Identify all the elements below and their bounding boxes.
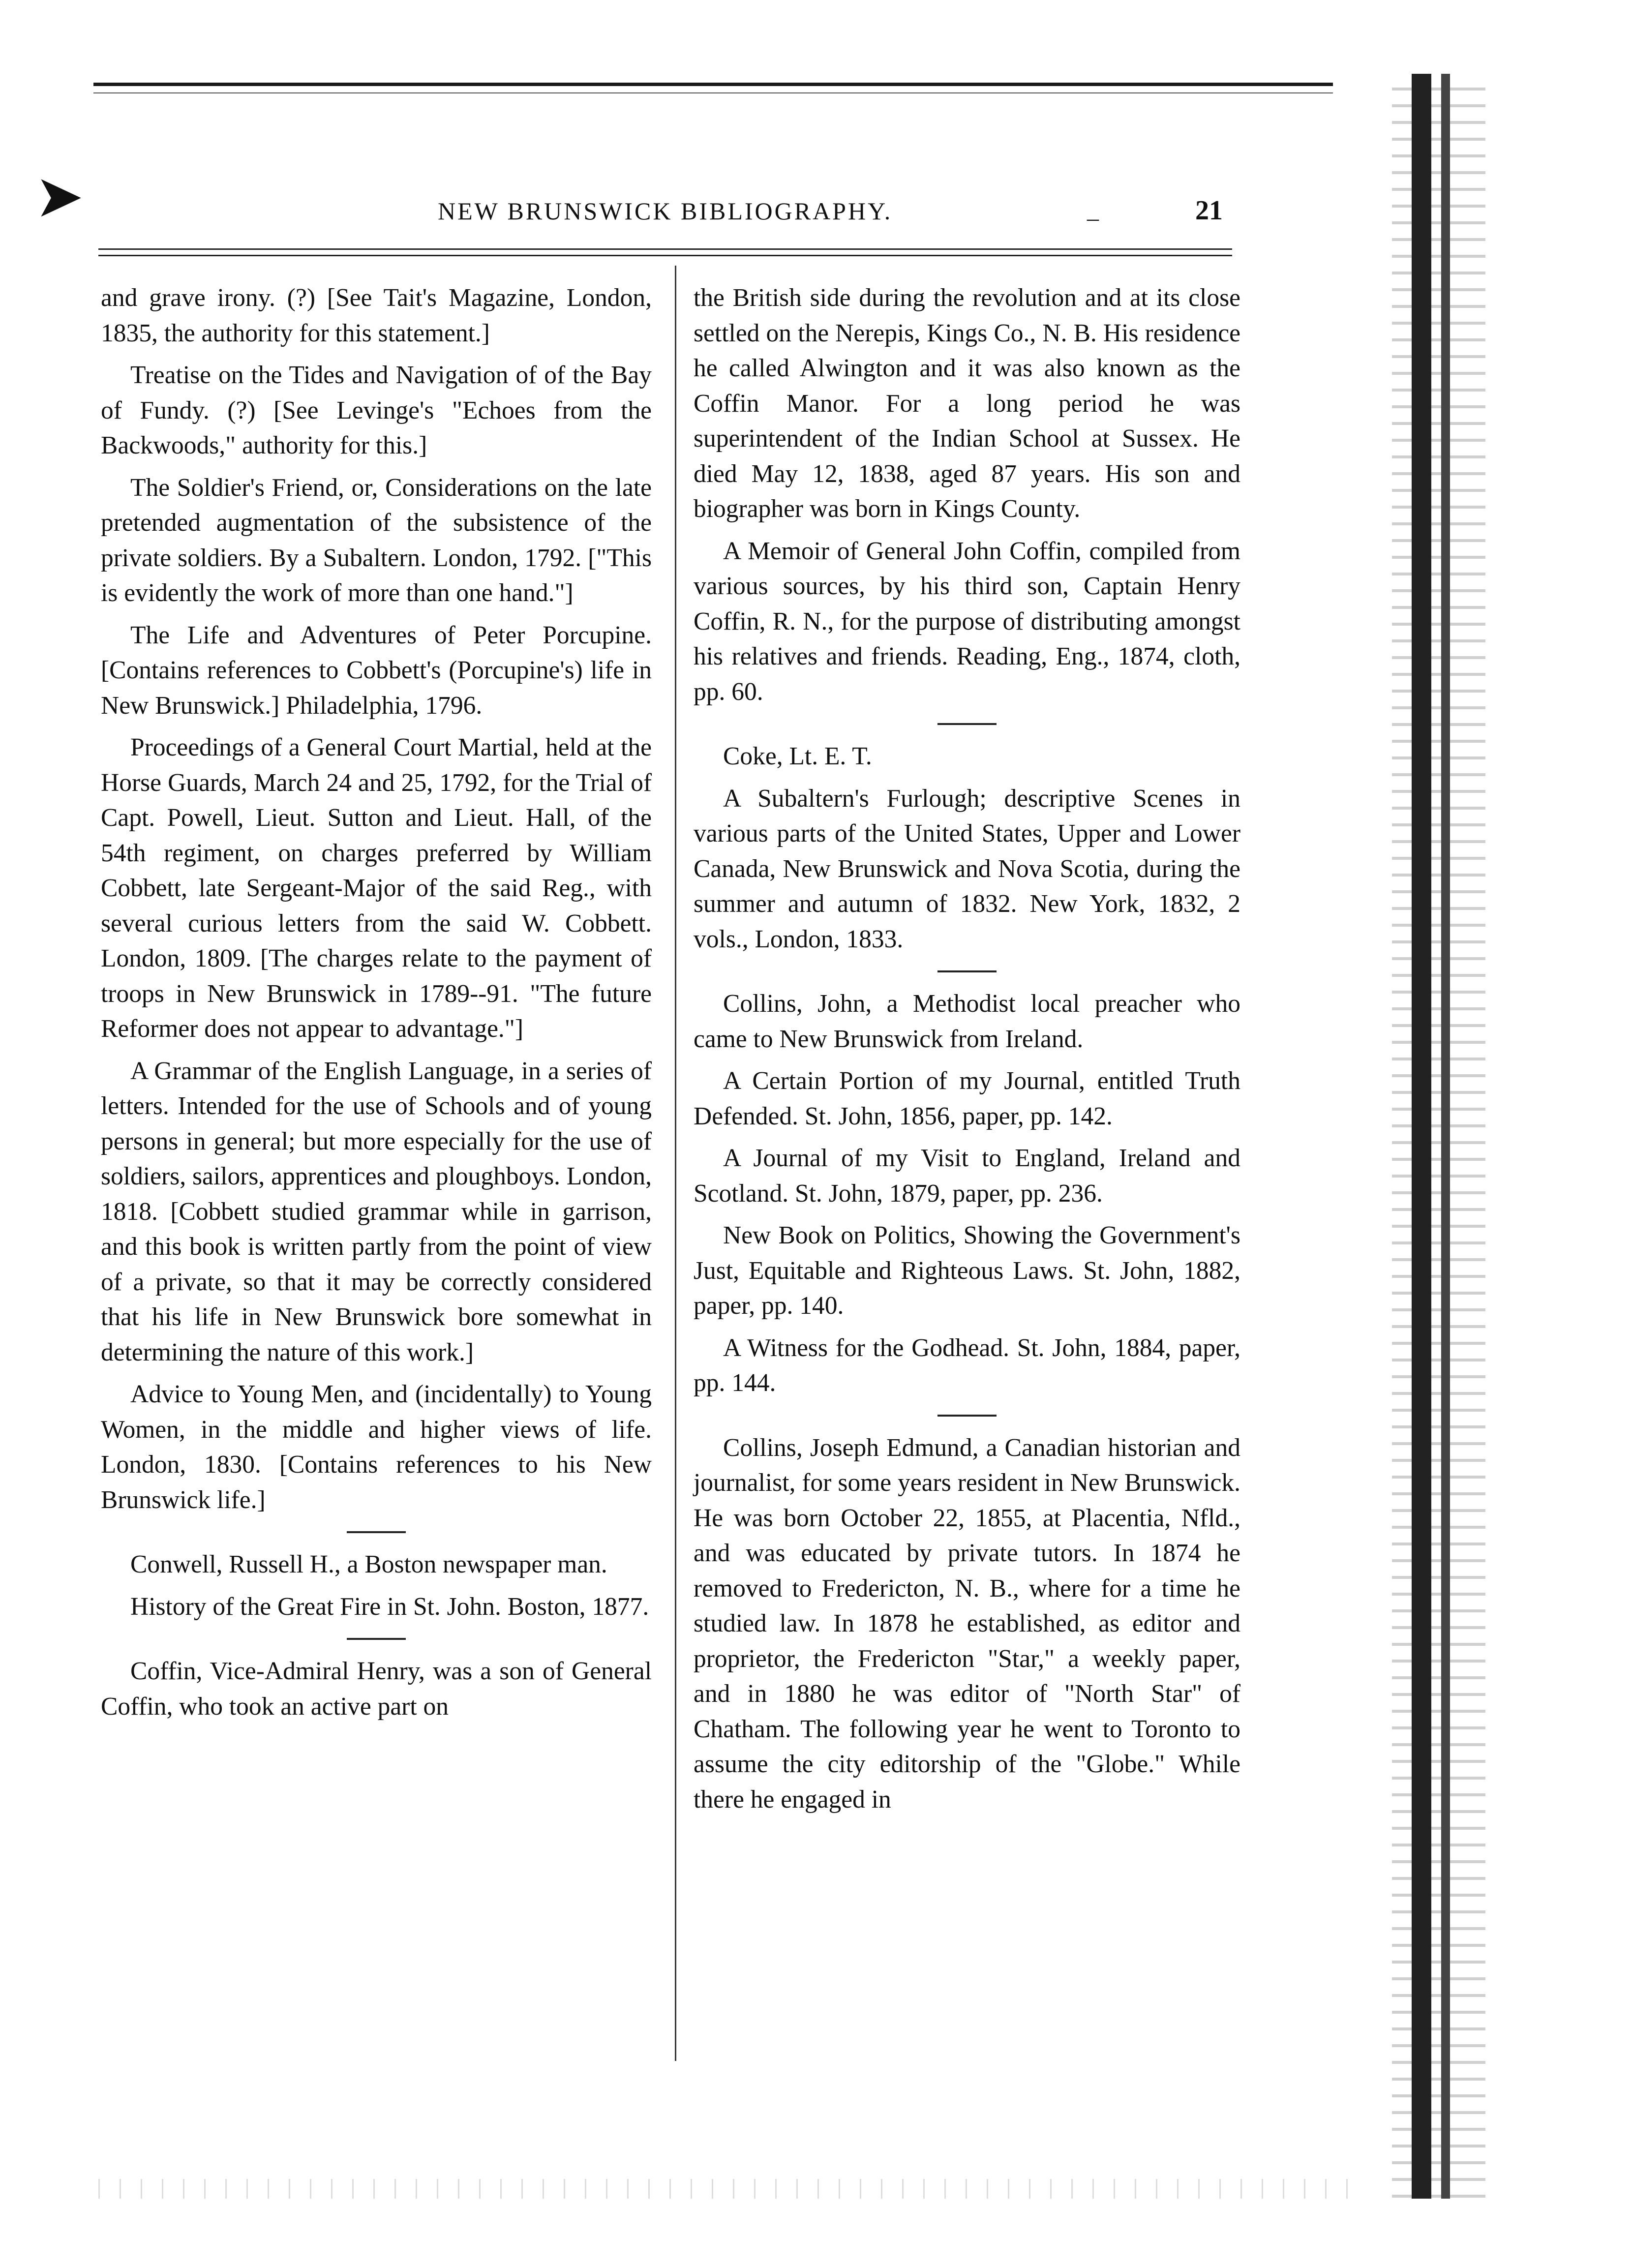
paragraph-gap [101, 1582, 652, 1589]
bibliography-paragraph: the British side during the revolution and at its close settled on the Nerepis, Kings Co., N. B. His residence he called Alwington and it was also known as the Coffin Manor. For a long period he was superintendent of the Indian School at Sussex. He died May 12, 1838, aged 87 years. His son and biographer was born in Kings County. [694, 284, 1240, 523]
paragraph-gap [694, 1324, 1240, 1331]
paragraph-gap [101, 463, 652, 470]
left-column [101, 280, 652, 1724]
paragraph-gap [694, 1057, 1240, 1063]
bibliography-paragraph: A Witness for the Godhead. St. John, 1884, paper, pp. 144. [694, 1333, 1240, 1397]
entry-separator [347, 1638, 406, 1640]
header-dash: _ [1087, 197, 1099, 223]
entry-separator [937, 723, 997, 725]
bibliography-paragraph: A Grammar of the English Language, in a series of letters. Intended for the use of Schools and of young persons in general; but more especially for the use of soldiers, sailors, apprentices and ploughboys. London, 1818. [Cobbett studied grammar while in garrison, and this book is written partly from the point of view of a private, so that it may be correctly considered that his life in New Brunswick bore somewhat in determining the nature of this work.] [101, 1057, 652, 1366]
paragraph-gap [101, 1047, 652, 1054]
bibliography-paragraph: Collins, John, a Methodist local preacher who came to New Brunswick from Ireland. [694, 990, 1240, 1053]
right-column [694, 280, 1240, 1817]
paragraph-gap [694, 527, 1240, 534]
header-rule-upper [98, 248, 1232, 250]
entry-separator [937, 1415, 997, 1417]
bibliography-paragraph: History of the Great Fire in St. John. Boston, 1877. [130, 1592, 649, 1621]
top-border-rule-thin [93, 92, 1333, 93]
bibliography-paragraph: Conwell, Russell H., a Boston newspaper man. [130, 1550, 607, 1578]
bibliography-paragraph: The Life and Adventures of Peter Porcupine. [Contains references to Cobbett's (Porcupine's) life in New Brunswick.] Philadelphia, 1796. [101, 621, 652, 720]
scan-edge-artifact [1392, 74, 1485, 2199]
bibliography-paragraph: and grave irony. (?) [See Tait's Magazine, London, 1835, the authority for this statement.] [101, 284, 652, 347]
entry-separator [347, 1531, 406, 1533]
bibliography-paragraph: Coffin, Vice-Admiral Henry, was a son of General Coffin, who took an active part on [101, 1657, 652, 1721]
entry-separator [937, 970, 997, 972]
margin-mark-icon: ➤ [34, 162, 84, 231]
paragraph-gap [694, 1211, 1240, 1218]
paragraph-gap [101, 611, 652, 618]
paragraph-gap [101, 723, 652, 730]
column-divider [675, 266, 676, 2061]
bibliography-paragraph: Advice to Young Men, and (incidentally) to Young Women, in the middle and higher views of life. London, 1830. [Contains references to his New Brunswick life.] [101, 1380, 652, 1514]
paragraph-gap [694, 774, 1240, 781]
paragraph-gap [101, 1370, 652, 1377]
scan-speckle-artifact [79, 2179, 1358, 2199]
top-border-rule [93, 83, 1333, 86]
bibliography-paragraph: Proceedings of a General Court Martial, held at the Horse Guards, March 24 and 25, 1792, for the Trial of Capt. Powell, Lieut. Sutton and Lieut. Hall, of the 54th regiment, on charges preferred by William Cobbett, late Sergeant-Major of the said Reg., with several curious letters from the said W. Cobbett. London, 1809. [The charges relate to the payment of troops in New Brunswick in 1789--91. "The future Reformer does not appear to advantage."] [101, 733, 652, 1043]
bibliography-paragraph: New Book on Politics, Showing the Government's Just, Equitable and Righteous Laws. St. John, 1882, paper, pp. 140. [694, 1221, 1240, 1320]
bibliography-paragraph: The Soldier's Friend, or, Considerations on the late pretended augmentation of the subsistence of the private soldiers. By a Subaltern. London, 1792. ["This is evidently the work of more than one hand."] [101, 473, 652, 607]
scan-edge-dark-strip-2 [1441, 74, 1450, 2199]
bibliography-paragraph: Treatise on the Tides and Navigation of of the Bay of Fundy. (?) [See Levinge's "Echoes from the Backwoods," authority for this.] [101, 361, 652, 459]
paragraph-gap [694, 1134, 1240, 1141]
scan-edge-dark-strip [1412, 74, 1431, 2199]
bibliography-paragraph: A Memoir of General John Coffin, compiled from various sources, by his third son, Captain Henry Coffin, R. N., for the purpose of distributing amongst his relatives and friends. Reading, Eng., 1874, cloth, pp. 60. [694, 537, 1240, 706]
bibliography-paragraph: A Journal of my Visit to England, Ireland and Scotland. St. John, 1879, paper, pp. 236. [694, 1144, 1240, 1208]
bibliography-paragraph: Collins, Joseph Edmund, a Canadian historian and journalist, for some years resident in New Brunswick. He was born October 22, 1855, at Placentia, Nfld., and was educated by private tutors. In 1874 he removed to Fredericton, N. B., where for a time he studied law. In 1878 he established, as editor and proprietor, the Fredericton "Star," a weekly paper, and in 1880 he was editor of "North Star" of Chatham. The following year he went to Toronto to assume the city editorship of the "Globe." While there he engaged in [694, 1433, 1240, 1814]
page-number: 21 [1195, 195, 1223, 226]
bibliography-paragraph: A Subaltern's Furlough; descriptive Scenes in various parts of the United States, Upper and Lower Canada, New Brunswick and Nova Scotia, during the summer and autumn of 1832. New York, 1832, 2 vols., London, 1833. [694, 784, 1240, 953]
running-header: NEW BRUNSWICK BIBLIOGRAPHY. [438, 197, 893, 225]
header-rule-lower [98, 255, 1232, 256]
bibliography-paragraph: Coke, Lt. E. T. [723, 742, 872, 770]
paragraph-gap [101, 351, 652, 358]
bibliography-paragraph: A Certain Portion of my Journal, entitled Truth Defended. St. John, 1856, paper, pp. 142. [694, 1067, 1240, 1130]
